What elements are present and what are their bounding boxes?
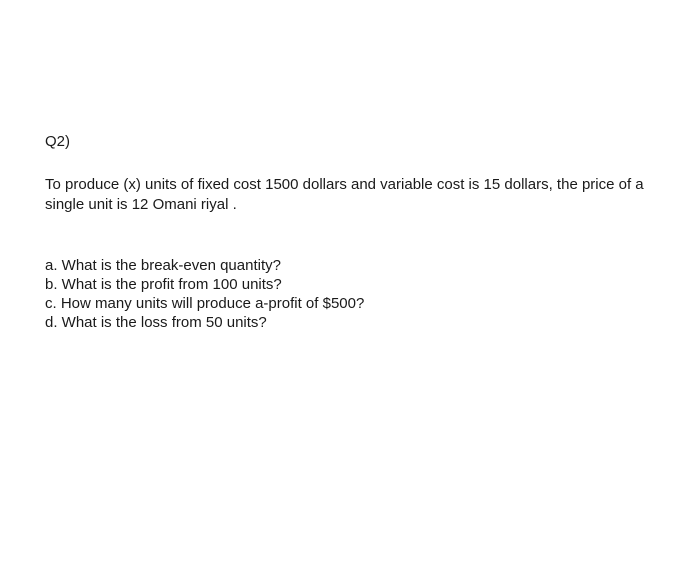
sub-question-d: d. What is the loss from 50 units? [45, 314, 267, 331]
sub-question-a: a. What is the break-even quantity? [45, 257, 281, 274]
sub-question-b: b. What is the profit from 100 units? [45, 276, 282, 293]
sub-question-c: c. How many units will produce a-profit of $500? [45, 295, 365, 312]
problem-statement: To produce (x) units of fixed cost 1500 dollars and variable cost is 15 dollars, the price of a single unit is 12 Omani riyal . [45, 176, 644, 213]
question-number: Q2) [45, 133, 71, 150]
sub-question-list [45, 256, 364, 332]
